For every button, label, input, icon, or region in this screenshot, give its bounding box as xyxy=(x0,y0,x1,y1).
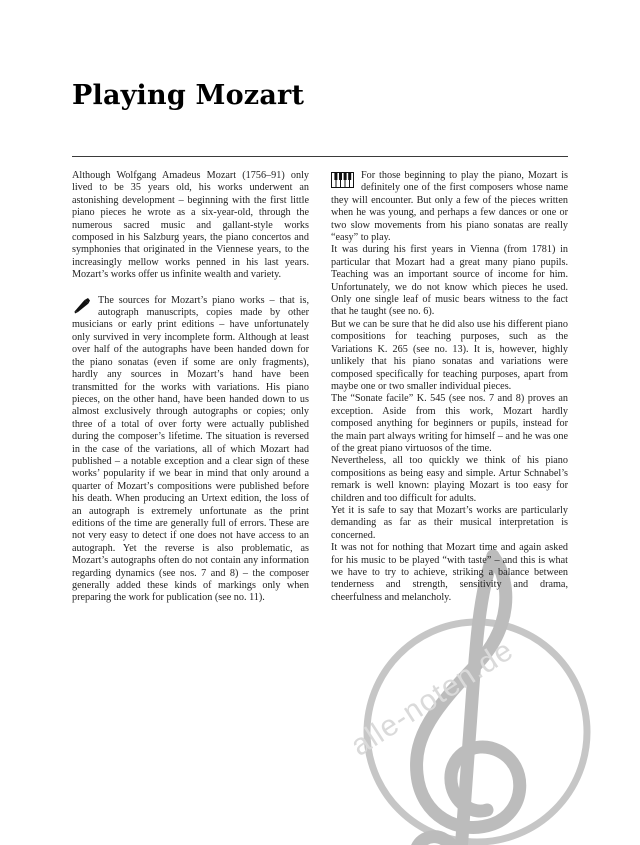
piano-keys-icon xyxy=(331,172,354,188)
paragraph-text: The sources for Mozart’s piano works – that is, autograph manuscripts, copies made by other musicians or early print editions – have unfortunately only survived in very incomplete form. Although at least over half of the autographs have been handed down for the piano sonatas (even if some are only fragments), hardly any sources in Mozart’s hand have been transmitted for the works with variations. His piano pieces, on the other hand, have been handed down to us almost exclusively through autographs or copies; only three of a total of over forty were actually published during the composer’s lifetime. The situation is reversed in the case of the variations, all of which Mozart had published – a notable exception and a clear sign of these works’ popularity if we bear in mind that only around a quarter of Mozart’s compositions were published before his death. When producing an Urtext edition, the loss of an autograph is extremely unfortunate as the print editions of the time are generally full of errors. These are not very easy to detect if one does not have access to an autograph. Yet the reverse is also problematic, as Mozart’s autographs often do not contain any information regarding dynamics (see nos. 7 and 8) – the composer generally added these kinds of markings only when preparing the work for publication (see no. 11). xyxy=(72,294,309,604)
paragraph-text: Although Wolfgang Amadeus Mozart (1756–91) only lived to be 35 years old, his works underwent an astonishing development – beginning with the first little piano pieces he wrote as a six-year-old, through the numerous sacred music and gallant-style works composed in his Salzburg years, the piano concertos and symphonies that originated in the Viennese years, to the increasingly mellow works penned in his last years. Mozart’s works offer us infinite wealth and variety. xyxy=(72,170,309,281)
paragraph-text: It was during his first years in Vienna (from 1781) in particular that Mozart had a great many piano pupils. Teaching was an important source of income for him. Unfortunately, we do not know which pieces he used. Only one single leaf of music bears witness to the fact that he taught (see no. 6). xyxy=(331,244,568,318)
paragraph xyxy=(331,244,568,318)
paragraph xyxy=(331,455,568,505)
page-title: Playing Mozart xyxy=(72,80,305,111)
pen-icon xyxy=(72,297,91,314)
watermark-text: alle-noten.de xyxy=(345,633,520,763)
right-column xyxy=(331,170,568,605)
paragraph-text: For those beginning to play the piano, Mozart is definitely one of the first composers whose name they will encounter. But only a few of the pieces written when he was young, and perhaps a few dances or one or two slow movements from his piano sonatas are really “easy” to play. xyxy=(331,170,568,244)
paragraph xyxy=(331,319,568,393)
paragraph xyxy=(331,170,568,244)
paragraph xyxy=(72,295,309,605)
left-column xyxy=(72,170,309,605)
content xyxy=(72,170,568,605)
paragraph-text: The “Sonate facile” K. 545 (see nos. 7 and 8) proves an exception. Aside from this work, Mozart hardly composed anything for beginners or pupils, instead for the main part always writing for himself – and he was one of the great piano virtuosos of the time. xyxy=(331,393,568,454)
paragraph-text: It was not for nothing that Mozart time and again asked for his music to be played “with taste” – and this is what we have to try to achieve, striking a balance between tenderness and strength, sensitivity and drama, cheerfulness and melancholy. xyxy=(331,542,568,603)
paragraph-text: Yet it is safe to say that Mozart’s works are particularly demanding as far as their musical interpretation is concerned. xyxy=(331,504,568,541)
paragraph xyxy=(331,542,568,604)
paragraph-text: Nevertheless, all too quickly we think of his piano compositions as being easy and simple. Artur Schnabel’s remark is well known: playing Mozart is too easy for children and too difficult for adults. xyxy=(331,455,568,504)
title-rule xyxy=(72,156,568,157)
watermark-circle xyxy=(367,622,587,842)
paragraph xyxy=(331,505,568,542)
paragraph xyxy=(331,393,568,455)
paragraph xyxy=(72,170,309,282)
paragraph-text: But we can be sure that he did also use his different piano compositions for teaching purposes, such as the Variations K. 265 (see no. 13). It is, however, highly unlikely that his piano sonatas and variations were composed specifically for teaching purposes, apart from maybe one or two smaller individual pieces. xyxy=(331,318,568,392)
